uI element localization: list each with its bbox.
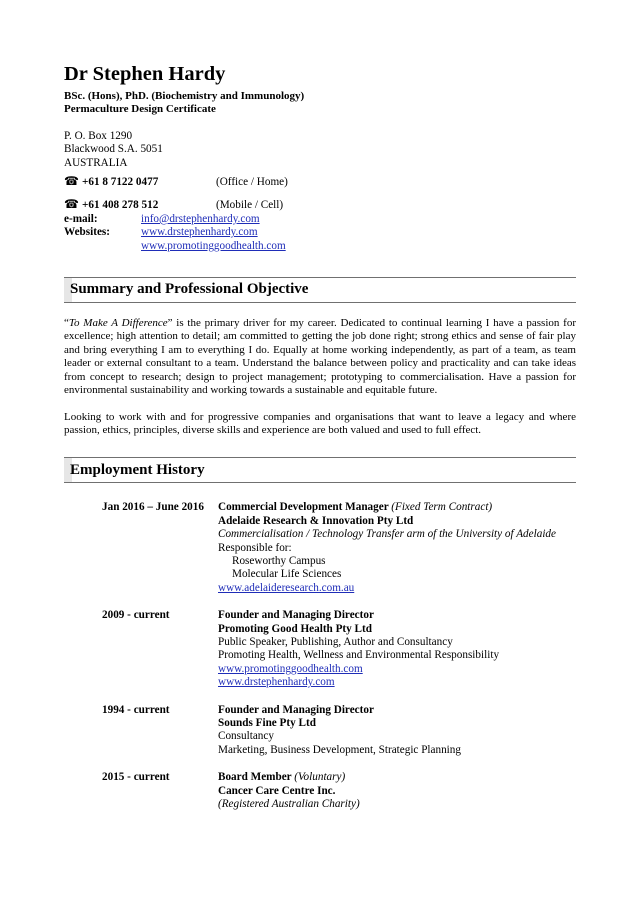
summary-paragraph: “To Make A Difference” is the primary driver for my career. Dedicated to continual learning I have a passion for excellence; high attention to detail; am committed to getting the job done right; strong ethics and sense of fair play and bring everything I am to everything I do. Equally at home working independently, as part of a team, as team leader or external consultant to a team. Understand the balance between policy and practicality and can take ideas from concept to research; design to project management; prototyping to commercialisation. Have a passion for environmental sustainability and working towards a sustainable and equitable future. [64,317,576,397]
email-link[interactable]: info@drstephenhardy.com [141,212,260,225]
job-entry [64,501,576,595]
phone-label: (Office / Home) [216,176,288,189]
job-organisation: Cancer Care Centre Inc. [218,784,336,797]
job-line: Promoting Health, Wellness and Environmental Responsibility [218,649,500,662]
job-link[interactable]: www.drstephenhardy.com [218,676,335,689]
websites-label: Websites: [64,226,110,239]
job-line: Consultancy [218,730,274,743]
job-link[interactable]: www.promotinggoodhealth.com [218,662,363,675]
job-link[interactable]: www.adelaideresearch.com.au [218,581,355,594]
phone-mobile [64,198,576,212]
job-organisation: Sounds Fine Pty Ltd [218,717,316,729]
section-title: Employment History [70,461,205,478]
job-entry [64,771,576,811]
phone-number[interactable]: +61 408 278 512 [82,199,159,212]
job-entry [64,704,576,758]
job-entry [64,609,576,689]
job-description: Commercialisation / Technology Transfer arm of the University of Adelaide [218,528,556,541]
resume-page [64,62,576,811]
address-line: Blackwood S.A. 5051 [64,143,163,156]
job-responsibility: Roseworthy Campus [232,554,326,567]
email-label: e-mail: [64,212,98,225]
job-responsibility: Molecular Life Sciences [232,568,342,581]
telephone-icon: ☎ [64,197,79,212]
job-note: (Registered Australian Charity) [218,798,360,811]
phone-label: (Mobile / Cell) [216,199,284,212]
job-title: Founder and Managing Director [218,609,374,622]
job-title: Founder and Managing Director [218,703,374,716]
summary-paragraph-2: Looking to work with and for progressive companies and organisations that want to leave a legacy and where passion, ethics, principles, diverse skills and experience are both valued and used to full effect. [64,410,576,436]
summary-quote: To Make A Difference [68,317,168,330]
websites-row [64,226,576,239]
job-organisation: Adelaide Research & Innovation Pty Ltd [218,514,414,527]
job-responsible-label: Responsible for: [218,541,292,554]
address-line: P. O. Box 1290 [64,129,133,142]
job-organisation: Promoting Good Health Pty Ltd [218,622,372,635]
phone-office [64,175,576,189]
section-heading-summary [64,277,576,303]
address-line: AUSTRALIA [64,156,128,169]
qualification-degree: BSc. (Hons), PhD. (Biochemistry and Immunology) [64,90,305,102]
section-heading-employment [64,457,576,483]
website-link[interactable]: www.drstephenhardy.com [141,226,258,239]
email-row [64,213,576,226]
job-line: Marketing, Business Development, Strategic Planning [218,743,461,756]
employment-list [64,501,576,811]
websites-row-2 [64,240,576,253]
section-title: Summary and Professional Objective [70,281,309,298]
job-date: Jan 2016 – June 2016 [102,501,204,514]
job-title: Commercial Development Manager (Fixed Term Contract) [218,501,493,514]
qualification-certificate: Permaculture Design Certificate [64,103,216,116]
phone-number[interactable]: +61 8 7122 0477 [82,176,159,189]
person-name: Dr Stephen Hardy [64,63,226,85]
job-date: 1994 - current [102,703,170,716]
job-date: 2015 - current [102,771,170,784]
job-line: Public Speaker, Publishing, Author and Consultancy [218,635,453,648]
website-link[interactable]: www.promotinggoodhealth.com [141,239,286,252]
job-title: Board Member (Voluntary) [218,771,346,784]
telephone-icon: ☎ [64,174,79,189]
job-date: 2009 - current [102,609,170,622]
qualifications [64,90,576,117]
postal-address [64,130,576,170]
